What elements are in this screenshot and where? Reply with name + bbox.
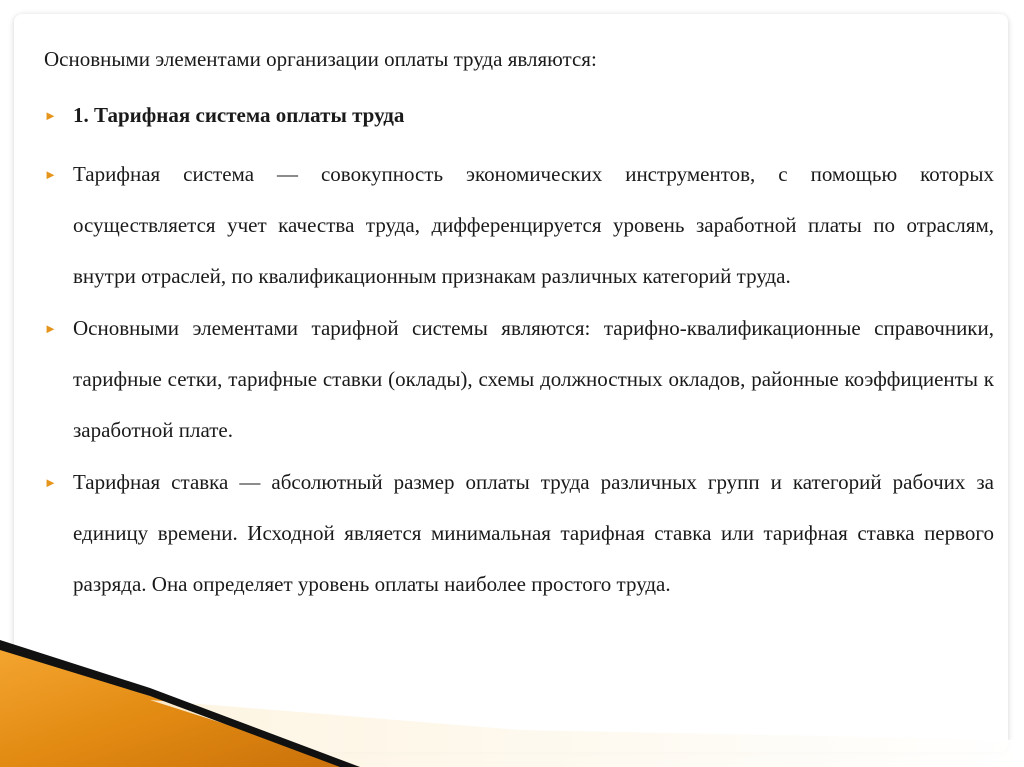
triangle-bullet-icon: ► <box>44 108 57 123</box>
triangle-bullet-icon: ► <box>44 167 57 182</box>
list-item-tariff-system-definition <box>44 149 994 302</box>
list-item-text: Тарифная ставка — абсолютный размер оплаты труда различных групп и категорий рабочих за единицу времени. Исходной является минимальная тарифная ставка или тарифная ставка первого разряда. Она определяет уровень оплаты наиболее простого труда. <box>73 470 994 596</box>
triangle-bullet-icon: ► <box>44 475 57 490</box>
list-item-tariff-system-heading <box>44 101 994 129</box>
list-item-text: 1. Тарифная система оплаты труда <box>73 103 405 127</box>
intro-text: Основными элементами организации оплаты труда являются: <box>44 47 597 71</box>
triangle-bullet-icon: ► <box>44 321 57 336</box>
list-item-text: Тарифная система — совокупность экономических инструментов, с помощью которых осуществляется учет качества труда, дифференцируется уровень заработной платы по отраслям, внутри отраслей, по квалификационным признакам различных категорий труда. <box>73 162 994 288</box>
slide-content <box>44 45 994 611</box>
list-item-tariff-rate <box>44 457 994 610</box>
list-item-tariff-elements <box>44 303 994 456</box>
list-item-text: Основными элементами тарифной системы являются: тарифно-квалификационные справочники, тарифные сетки, тарифные ставки (оклады), схемы должностных окладов, районные коэффициенты к заработной плате. <box>73 316 994 442</box>
